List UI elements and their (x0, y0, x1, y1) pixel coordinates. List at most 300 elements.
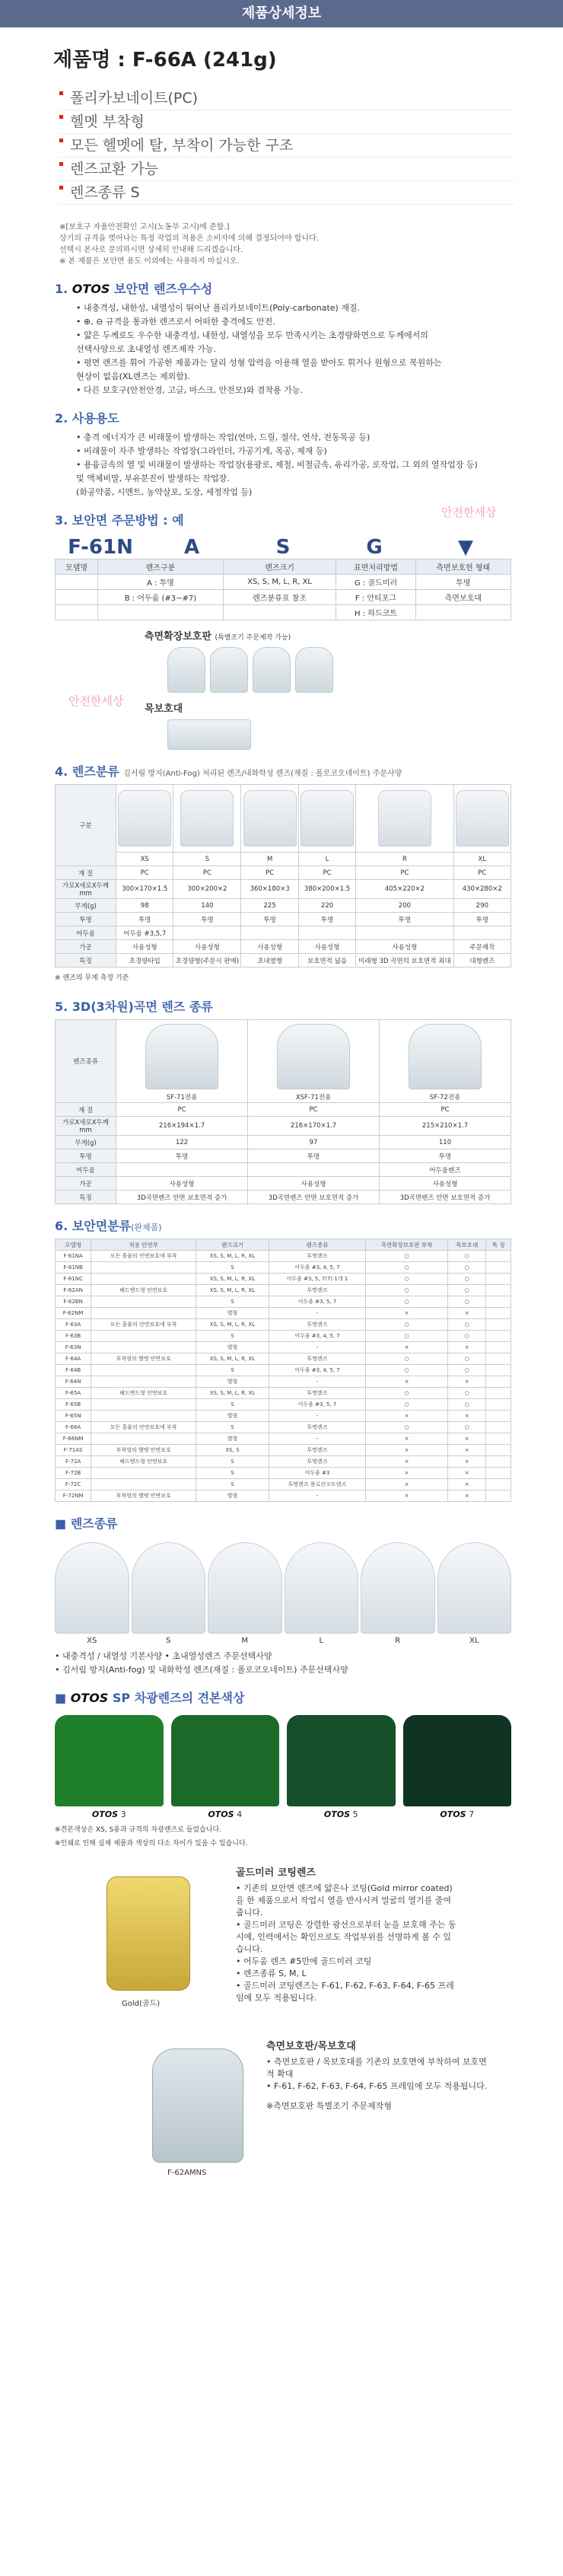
table-cell: F-72NM (56, 1490, 91, 1502)
table-cell: 투명 (380, 1149, 511, 1163)
section2-title: 2. 사용용도 (55, 411, 119, 426)
table-cell: 투명 (248, 1149, 380, 1163)
table-row (56, 1490, 511, 1502)
table-cell: 사용성형 (298, 940, 355, 954)
feature-item: 렌즈종류 S (59, 181, 516, 205)
table-cell: 투명 (56, 1149, 116, 1163)
lens-kind-title: ■ 렌즈종류 (55, 1516, 118, 1531)
table-cell (91, 1342, 196, 1353)
table-cell: F-62NM (56, 1308, 91, 1319)
table-cell: ○ (447, 1388, 485, 1399)
table-cell: S (196, 1422, 269, 1433)
lens-image (277, 1024, 350, 1089)
table-cell: 3D곡면렌즈 안면 보호면적 증가 (248, 1191, 380, 1204)
table-cell: × (447, 1433, 485, 1445)
section4-title: 4. 렌즈분류 김서림 방지(Anti-Fog) 처리된 렌즈/내화학성 렌즈(재질 : 폴로코오네이트) 주문사양 (55, 764, 402, 779)
table-cell: ○ (366, 1285, 448, 1296)
table-cell: 측면보호헌 형태 (415, 560, 511, 575)
table-cell (486, 1388, 511, 1399)
table-cell: ○ (447, 1399, 485, 1411)
order-code-part: F-61N (68, 536, 133, 559)
section3-title: 3. 보안면 주문방법 : 예 (55, 513, 184, 528)
table-row (56, 1433, 511, 1445)
body-line: • 평면 렌즈를 휘어 가공한 제품과는 달리 성형 압력을 이용해 열을 받아도 휘거나 원형으로 복원하는 (76, 358, 442, 368)
table-cell: 투명 (356, 913, 453, 926)
table-cell (486, 1262, 511, 1274)
side-text: 측면보호판/목보호대 • 측면보호판 / 목보호대를 기존의 보호면에 부착하여 보호면적 확대 • F-61, F-62, F-63, F-64, F-65 프레임에 모두 적용됩니다. ※측면보호판 특별조기 주문제작형 (266, 2041, 495, 2112)
note-line: 선택시 본사로 문의하시면 상세히 안내해 드리겠습니다. (59, 246, 243, 254)
table-row (56, 1342, 511, 1353)
table-cell (486, 1490, 511, 1502)
table-cell: 어두움 #3, 5, 7 (269, 1296, 365, 1308)
table-cell: × (366, 1433, 448, 1445)
table-cell: × (366, 1342, 448, 1353)
table-cell: S (196, 1479, 269, 1490)
table-cell (91, 1479, 196, 1490)
table-cell: 투명렌즈 (269, 1319, 365, 1331)
body-line: • 다른 보호구(안전안경, 고글, 마스크, 안전모)와 겸착용 가능. (76, 385, 303, 395)
table-cell: ○ (366, 1296, 448, 1308)
table-cell: F-64A (56, 1353, 91, 1365)
table-cell: F-66NM (56, 1433, 91, 1445)
table-cell: 투명 (298, 913, 355, 926)
table-cell: XS, S, M, L, R, XL (223, 575, 336, 590)
tinted-lens-image (287, 1715, 396, 1806)
table-cell: A : 투명 (98, 575, 223, 590)
shade-number: 7 (469, 1809, 475, 1819)
table-cell: ○ (366, 1399, 448, 1411)
feature-item: 모든 헬멧에 탈, 부착이 가능한 구조 (59, 134, 516, 158)
table-cell: × (366, 1411, 448, 1422)
table-cell: ○ (366, 1251, 448, 1262)
table-cell: 가공 (56, 940, 116, 954)
table-cell: F-65A (56, 1388, 91, 1399)
table-cell: ○ (447, 1274, 485, 1285)
feature-item: 렌즈교환 가능 (59, 158, 516, 181)
table-cell: F-61NB (56, 1262, 91, 1274)
table-cell: 430×280×2 (453, 880, 511, 899)
table-cell: 별형 (196, 1376, 269, 1388)
table-cell (486, 1331, 511, 1342)
table-cell: 모든 흘뭍의 안면보호에 부착 (91, 1319, 196, 1331)
table-cell: F-62AN (56, 1285, 91, 1296)
lens-image (180, 790, 234, 846)
table-cell: × (366, 1479, 448, 1490)
watermark: 안전한세상 (441, 505, 497, 519)
gold-lens-image (107, 1876, 190, 1991)
table-cell: 별형 (196, 1342, 269, 1353)
table-cell: × (447, 1445, 485, 1456)
lens-image (361, 1542, 435, 1634)
table-cell: 특 징 (486, 1239, 511, 1251)
table-cell: F-64N (56, 1376, 91, 1388)
table-cell: ○ (366, 1331, 448, 1342)
table-cell: × (366, 1445, 448, 1456)
table-cell: - (269, 1376, 365, 1388)
table-cell: F-65B (56, 1399, 91, 1411)
table-row (56, 1388, 511, 1399)
lens-size-label: XS (116, 853, 173, 866)
lens-image (132, 1542, 206, 1634)
table-cell: × (366, 1490, 448, 1502)
tinted-lens-image (55, 1715, 164, 1806)
table-cell: 부착형의 헬멧 안면보호 (91, 1445, 196, 1456)
lens-size-label: XL (469, 1637, 479, 1645)
lens-image (301, 790, 354, 846)
table-row (56, 1479, 511, 1490)
table-cell (56, 575, 98, 590)
table-cell (248, 1163, 380, 1177)
table-row (56, 1308, 511, 1319)
order-code-part: S (275, 536, 291, 559)
table-cell: 200 (356, 899, 453, 913)
table-cell: 투명 (116, 1149, 248, 1163)
table-row (56, 1411, 511, 1422)
table-cell: 3D곡면렌즈 안면 보호면적 증가 (116, 1191, 248, 1204)
shield-image (295, 647, 333, 693)
table-cell: F-63A (56, 1319, 91, 1331)
table-cell (486, 1319, 511, 1331)
table-cell: 360×180×3 (241, 880, 298, 899)
order-code-part: G (366, 536, 383, 559)
table-cell: ○ (366, 1388, 448, 1399)
otos-logo: OTOS (70, 1691, 109, 1705)
lens-size-label: S (166, 1637, 171, 1645)
table-cell (91, 1365, 196, 1376)
table-cell: G : 골드미러 (336, 575, 415, 590)
table-cell: 미래형 3D 곡면의 보호면적 최대 (356, 954, 453, 968)
table-row (56, 1422, 511, 1433)
table-cell: × (447, 1376, 485, 1388)
table-cell (91, 1331, 196, 1342)
model-label: XSF-71전용 (295, 1094, 332, 1101)
table-cell: S (196, 1399, 269, 1411)
table-cell: F-62BN (56, 1296, 91, 1308)
lens-size-label: L (298, 853, 355, 866)
table-cell: PC (380, 1103, 511, 1117)
lens-classification-table (55, 784, 511, 968)
feature-item: 헬멧 부착형 (59, 110, 516, 134)
table-cell: 투명 (453, 913, 511, 926)
table-cell: PC (248, 1103, 380, 1117)
table-cell: XS, S, M, L, R, XL (196, 1388, 269, 1399)
table-cell: 목보호대 (447, 1239, 485, 1251)
gold-text: 골드미러 코팅렌즈 • 기존의 보안면 렌즈에 얇은나 코팅(Gold mirror coated)을 한 제품으로서 작업시 열을 반사시켜 얼굴의 열기를 줄여 줍니다. • 골드미러 코팅은 강렬한 광선으로부터 눈을 보호해 주는 동시에, 인력에서는 확인으로도 작업부위를 선명하게 볼 수 있습니다. • 어두움 렌즈 #5만에 골드미러 코팅 • 렌즈종류 S, M, L • 골드미러 코팅렌즈는 F-61, F-62, F-63, F-64, F-65 프레임에 모두 적용됩니다. (236, 1867, 456, 2003)
lens-size-label: XS (87, 1637, 97, 1645)
table-cell (486, 1342, 511, 1353)
table-cell (486, 1411, 511, 1422)
table-cell: F-72A (56, 1456, 91, 1468)
table-cell: 투명렌즈 (269, 1422, 365, 1433)
table-cell: × (366, 1376, 448, 1388)
table-cell: 모델명 (56, 560, 98, 575)
table-cell: F-61NA (56, 1251, 91, 1262)
table-row (56, 575, 511, 590)
table-cell: 모델명 (56, 1239, 91, 1251)
side-label: F-62AMNS (167, 2169, 207, 2177)
sp-lens-colors (55, 1715, 511, 1819)
table-cell (415, 605, 511, 620)
table-cell: 216×194×1.7 (116, 1117, 248, 1136)
lens-image (118, 790, 171, 846)
table-cell: ○ (447, 1319, 485, 1331)
table-cell: 140 (173, 899, 241, 913)
table-cell: 특징 (56, 954, 116, 968)
table-cell: 투명 (173, 913, 241, 926)
table-cell: 어두움 #3, 5, 7(7) 1개 1 (269, 1274, 365, 1285)
table-cell: F-63N (56, 1342, 91, 1353)
table-cell: × (447, 1308, 485, 1319)
order-method (55, 536, 511, 620)
section4-footnote: ※ 렌즈의 무게 측정 기준 (55, 974, 129, 982)
tinted-lens-image (403, 1715, 512, 1806)
lens-size-label: XL (453, 853, 511, 866)
table-cell: 3D곡면렌즈 안면 보호면적 증가 (380, 1191, 511, 1204)
lens-size-label: M (241, 853, 298, 866)
table-cell: 렌즈크기 (223, 560, 336, 575)
table-cell (91, 1468, 196, 1479)
table-cell: F-65N (56, 1411, 91, 1422)
table-cell (56, 605, 98, 620)
table-cell: F-72B (56, 1468, 91, 1479)
table-cell: ○ (366, 1422, 448, 1433)
table-row (56, 605, 511, 620)
body-line: (화공약품, 시멘트, 농약살포, 도장, 세정작업 등) (76, 487, 253, 497)
table-cell: 대형렌즈 (453, 954, 511, 968)
table-cell: 300×200×2 (173, 880, 241, 899)
table-cell (91, 1376, 196, 1388)
lens-image (243, 790, 297, 846)
note-line: ※[보호구 자율안전확인 고시(노동부 고시)에 준함.] (59, 223, 230, 231)
table-cell: F-61NC (56, 1274, 91, 1285)
table-cell: XS, S, M, L, R, XL (196, 1353, 269, 1365)
table-cell: 부착형의 헬멧 안면보호 (91, 1353, 196, 1365)
table-cell: - (269, 1308, 365, 1319)
table-cell: 구분 (56, 785, 116, 866)
table-cell: 어두움 #3, 5, 7 (269, 1399, 365, 1411)
table-cell: 적용 안면부 (91, 1239, 196, 1251)
table-cell: 무게(g) (56, 899, 116, 913)
table-row (56, 1274, 511, 1285)
table-cell: ○ (447, 1353, 485, 1365)
table-cell: S (196, 1262, 269, 1274)
table-cell: 투명 (56, 913, 116, 926)
body-line: • 어두움 렌즈 #5만에 골드미러 코팅 (236, 1956, 372, 1966)
table-cell: 측면확장보호판 부착 (366, 1239, 448, 1251)
table-cell: ○ (366, 1274, 448, 1285)
body-line: • 내충격성 / 내열성 기본사양 • 초내열성렌즈 주문선택사양 (55, 1651, 272, 1661)
body-line: • F-61, F-62, F-63, F-64, F-65 프레임에 모두 적용됩니다. (266, 2081, 488, 2091)
note-line: ※ 본 제품은 보안면 용도 이외에는 사용하지 마십시오. (59, 257, 240, 266)
table-cell: 모든 흘뭍의 안면보호에 부착 (91, 1251, 196, 1262)
table-cell: PC (241, 866, 298, 880)
body-line: • 비래물이 자주 발생하는 작업장(그라인더, 가공기계, 목공, 제재 등) (76, 446, 327, 456)
table-cell: 투명렌즈 (269, 1251, 365, 1262)
table-cell: 사용성형 (248, 1177, 380, 1191)
table-cell: 부착형의 헬멧 안면보호 (91, 1490, 196, 1502)
table-cell: 렌즈크기 (196, 1239, 269, 1251)
table-cell: 어두움 (56, 926, 116, 940)
table-cell: × (447, 1456, 485, 1468)
shade-number: 5 (352, 1809, 358, 1819)
table-row (56, 1296, 511, 1308)
section6-title: 6. 보안면분류(완제품) (55, 1219, 162, 1233)
table-cell: 380×200×1.5 (298, 880, 355, 899)
body-line: • 골드미러 코팅은 강렬한 광선으로부터 눈을 보호해 주는 동시에, 인력에서는 확인으로도 작업부위를 선명하게 볼 수 있습니다. (236, 1920, 456, 1954)
table-cell: × (366, 1308, 448, 1319)
faceshield-table (55, 1239, 511, 1502)
table-cell: F-72C (56, 1479, 91, 1490)
table-cell: 가로X세로X두께mm (56, 880, 116, 899)
table-cell (356, 926, 453, 940)
table-cell: 사용성형 (173, 940, 241, 954)
table-cell: 어두움 #3, 4, 5, 7 (269, 1365, 365, 1376)
table-cell: × (366, 1456, 448, 1468)
order-code-part: ▼ (458, 536, 473, 559)
table-cell: × (447, 1342, 485, 1353)
table-cell: 투명 (241, 913, 298, 926)
shield-image (253, 647, 291, 693)
table-row (56, 560, 511, 575)
table-cell: XS, S, M, L, R, XL (196, 1319, 269, 1331)
table-cell (91, 1308, 196, 1319)
lens-size-label: R (356, 853, 453, 866)
table-cell: × (447, 1411, 485, 1422)
body-line: 현상이 없음(XL렌즈는 제외함). (76, 371, 190, 381)
table-cell (486, 1365, 511, 1376)
body-line: 및 액체비말, 부유분진이 발생하는 작업장. (76, 473, 230, 483)
table-cell: 사용성형 (116, 1177, 248, 1191)
table-cell: 모든 흘뭍의 안면보호에 부착 (91, 1422, 196, 1433)
table-row (56, 1251, 511, 1262)
table-cell: 216×170×1.7 (248, 1117, 380, 1136)
table-row (56, 1399, 511, 1411)
section1-title: 1. OTOS 보안면 렌즈우수성 (55, 282, 213, 296)
side-neck-section (152, 2041, 502, 2201)
table-cell: 별형 (196, 1490, 269, 1502)
table-row (56, 1445, 511, 1456)
table-cell: H : 하드코트 (336, 605, 415, 620)
table-cell: × (447, 1468, 485, 1479)
table-cell: 가공 (56, 1177, 116, 1191)
sp-notes (55, 1824, 511, 1851)
feature-item: 폴리카보네이트(PC) (59, 87, 516, 110)
table-cell: 렌즈종류 (269, 1239, 365, 1251)
lens-image (208, 1542, 282, 1634)
table-cell: 표면처리방법 (336, 560, 415, 575)
table-cell: S (196, 1331, 269, 1342)
table-cell (486, 1274, 511, 1285)
neck-guard-images (167, 719, 563, 750)
table-cell: × (447, 1479, 485, 1490)
table-cell: ○ (447, 1262, 485, 1274)
table-cell: 무게(g) (56, 1136, 116, 1149)
otos-logo: OTOS (440, 1809, 466, 1819)
body-line: • 기존의 보안면 렌즈에 얇은나 코팅(Gold mirror coated)을 한 제품으로서 작업시 열을 반사시켜 얼굴의 열기를 줄여 줍니다. (236, 1883, 453, 1918)
table-cell: ○ (366, 1262, 448, 1274)
table-cell: 220 (298, 899, 355, 913)
table-cell (453, 926, 511, 940)
lens-size-label: L (319, 1637, 324, 1645)
table-cell: 주문제작 (453, 940, 511, 954)
table-cell (486, 1285, 511, 1296)
table-cell (486, 1399, 511, 1411)
table-cell: 어두움 #3, 4, 5, 7 (269, 1262, 365, 1274)
table-cell (486, 1479, 511, 1490)
table-row (56, 1365, 511, 1376)
table-row (56, 1376, 511, 1388)
section1-body (76, 301, 533, 397)
table-cell: 122 (116, 1136, 248, 1149)
table-cell: PC (173, 866, 241, 880)
shield-image (210, 647, 248, 693)
3d-lens-table (55, 1019, 511, 1204)
table-cell: 별형 (196, 1433, 269, 1445)
table-cell (298, 926, 355, 940)
lens-image (456, 790, 509, 846)
table-cell (91, 1399, 196, 1411)
table-cell: ○ (447, 1365, 485, 1376)
lens-kind-notes (55, 1650, 511, 1676)
table-row (56, 1331, 511, 1342)
table-row (56, 1239, 511, 1251)
table-cell (486, 1445, 511, 1456)
gold-mirror-section (107, 1867, 456, 2027)
table-cell: ○ (447, 1331, 485, 1342)
table-cell: - (269, 1490, 365, 1502)
table-cell: × (366, 1468, 448, 1479)
table-cell (91, 1296, 196, 1308)
table-cell: 보호면적 넓음 (298, 954, 355, 968)
table-cell (173, 926, 241, 940)
table-cell: 투명렌즈 (269, 1456, 365, 1468)
table-cell (91, 1274, 196, 1285)
notes (59, 222, 563, 267)
table-cell: 렌즈분류표 참조 (223, 590, 336, 605)
table-cell: 405×220×2 (356, 880, 453, 899)
table-cell: 사용성형 (356, 940, 453, 954)
lens-image (409, 1024, 482, 1089)
body-line: • 골드미러 코팅렌즈는 F-61, F-62, F-63, F-64, F-65 프레임에 모두 적용됩니다. (236, 1981, 454, 2003)
lens-image (285, 1542, 359, 1634)
table-cell: PC (298, 866, 355, 880)
table-cell: - (269, 1411, 365, 1422)
table-cell: 초경량타입 (116, 954, 173, 968)
table-cell: 300×170×1.5 (116, 880, 173, 899)
table-cell: ○ (366, 1319, 448, 1331)
table-cell: PC (116, 866, 173, 880)
body-line: • 충격 에너지가 큰 비래물이 발생하는 작업(연마, 드릴, 절삭, 연삭, 전동목공 등) (76, 432, 371, 442)
table-cell: 측면보호대 (415, 590, 511, 605)
table-cell: 225 (241, 899, 298, 913)
table-cell: 특징 (56, 1191, 116, 1204)
table-row (56, 1262, 511, 1274)
body-line: ※인쇄로 인해 실제 제품과 색상의 다소 차이가 있을 수 있습니다. (55, 1840, 248, 1848)
table-cell: 투명렌즈 (269, 1285, 365, 1296)
table-cell: 97 (248, 1136, 380, 1149)
table-row (56, 590, 511, 605)
lens-image (437, 1542, 512, 1634)
table-cell (56, 590, 98, 605)
table-cell: 재 질 (56, 1103, 116, 1117)
section5-title: 5. 3D(3차원)곡면 렌즈 종류 (55, 999, 213, 1014)
body-line: • 김서림 방지(Anti-fog) 및 내화학성 렌즈(재질 : 폴로코오네이트) 주문선택사양 (55, 1665, 348, 1675)
table-cell: 투명렌즈 (269, 1353, 365, 1365)
table-cell: - (269, 1342, 365, 1353)
shield-image (167, 647, 205, 693)
table-cell: 98 (116, 899, 173, 913)
table-cell (98, 605, 223, 620)
